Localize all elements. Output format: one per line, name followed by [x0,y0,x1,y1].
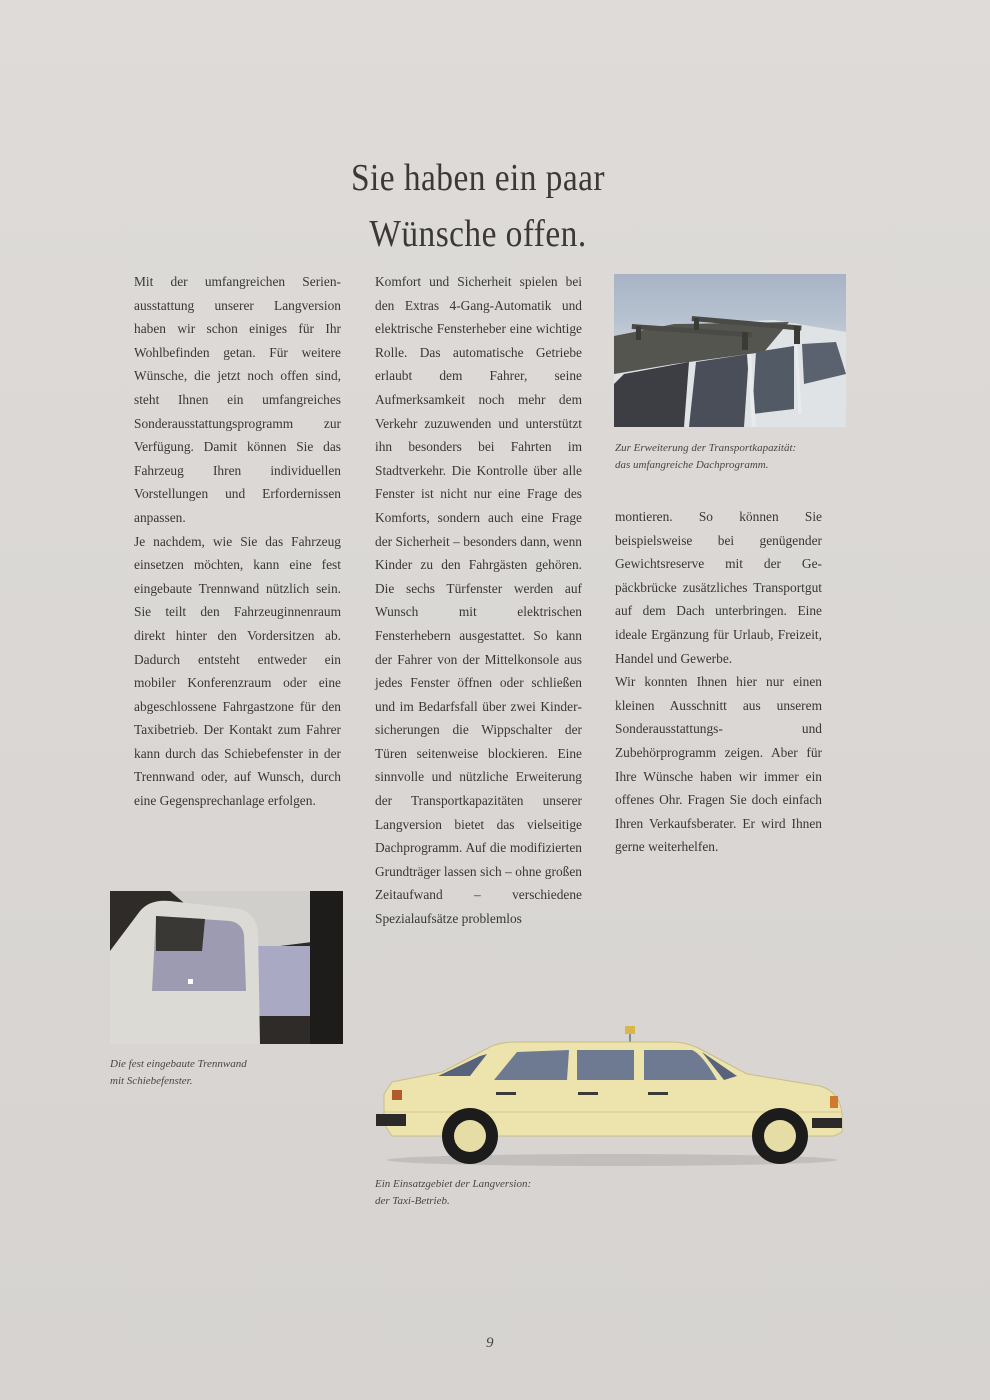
title-line-2: Wünsche offen. [369,213,587,255]
text-column-1 [134,270,341,813]
taxi-caption [375,1176,531,1210]
paragraph: Wir konnten Ihnen hier nur einen kleinen Ausschnitt aus unserem Sonderausstattungs- und Zubehörprogramm zeigen. Aber für Ihre Wünsche haben wir immer ein offenes Ohr. Fragen Sie doch einfach Ihren Verkaufsberater. Er wird Ihnen gerne weiterhelfen. [615,674,822,855]
roof-rack-caption [615,440,796,474]
paragraph: Je nachdem, wie Sie das Fahrzeug einsetzen möchten, kann eine fest eingebaute Trennwand nützlich sein. Sie teilt den Fahrzeuginnenraum direkt hinter den Vordersitzen ab. Dadurch entsteht entweder ein mobiler Konferenzraum oder eine abgeschlossene Fahrgastzone für den Taxibetrieb. Der Kontakt zum Fahrer kann durch das Schiebefenster in der Trennwand oder, auf Wunsch, durch eine Gegensprechanlage erfolgen. [134,533,341,809]
caption-line: der Taxi-Betrieb. [375,1195,450,1207]
paragraph: Komfort und Sicherheit spielen bei den Extras 4-Gang-Automatik und elektrische Fensterheber eine wichtige Rolle. Das automatische Getriebe erlaubt dem Fahrer, seine Aufmerksamkeit noch mehr dem Verkehr zuzuwenden und unterstützt ihn besonders bei Fahrten im Stadtverkehr. Die Kontrolle über alle Fenster ist nicht nur eine Frage des Komforts, sondern auch eine Frage der Sicherheit – besonders dann, wenn Kinder zu den Fahrgästen gehören. Die sechs Türfenster werden auf Wunsch mit elektrischen Fensterhebern ausgestattet. So kann der Fahrer von der Mittelkonsole aus jedes Fenster öffnen oder schließen und im Bedarfsfall über zwei Kindersicherungen die Wippschalter der Türen seitenweise blockieren. Eine sinnvolle und nützliche Erweiterung der Transportkapazitäten unserer Langversion bietet das vielseitige Dachprogramm. Auf die modifizierten Grundträger lassen sich – ohne großen Zeitaufwand – verschiedene Spezialaufsätze problemlos [375,274,582,927]
paragraph: Mit der umfangreichen Serienausstattung unserer Langversion haben wir schon einiges für Ihr Wohlbefinden getan. Für weitere Wünsche, die jetzt noch offen sind, steht Ihnen ein umfangreiches Sonderausstattungsprogramm zur Verfügung. Damit können Sie das Fahrzeug Ihren individuellen Vorstellungen und Erfordernissen anpassen. [134,274,341,525]
partition-illustration [110,891,343,1044]
roof-rack-photo [614,274,846,427]
taxi-illustration [372,1024,844,1172]
text-column-2 [375,270,582,931]
taxi-photo [372,1024,844,1172]
partition-wall-photo [110,891,343,1044]
page-title [321,150,634,262]
caption-line: mit Schiebefenster. [110,1075,193,1087]
caption-line: Zur Erweiterung der Transportkapazität: [615,442,797,454]
taxi-sign-icon [625,1026,635,1034]
text-column-3 [615,505,822,859]
caption-line: Ein Einsatzgebiet der Langversion: [375,1178,532,1190]
roof-rack-illustration [614,274,846,427]
page-number: 9 [486,1335,494,1351]
caption-line: das umfangreiche Dachprogramm. [615,459,769,471]
partition-caption [110,1056,247,1090]
caption-line: Die fest eingebaute Trennwand [110,1058,247,1070]
title-line-1: Sie haben ein paar [351,157,605,199]
paragraph: montieren. So können Sie beispielsweise bei genügender Gewichtsreserve mit der Gepäckbrücke zusätzliches Transportgut auf dem Dach unterbringen. Eine ideale Ergänzung für Urlaub, Freizeit, Handel und Gewerbe. [615,509,822,666]
